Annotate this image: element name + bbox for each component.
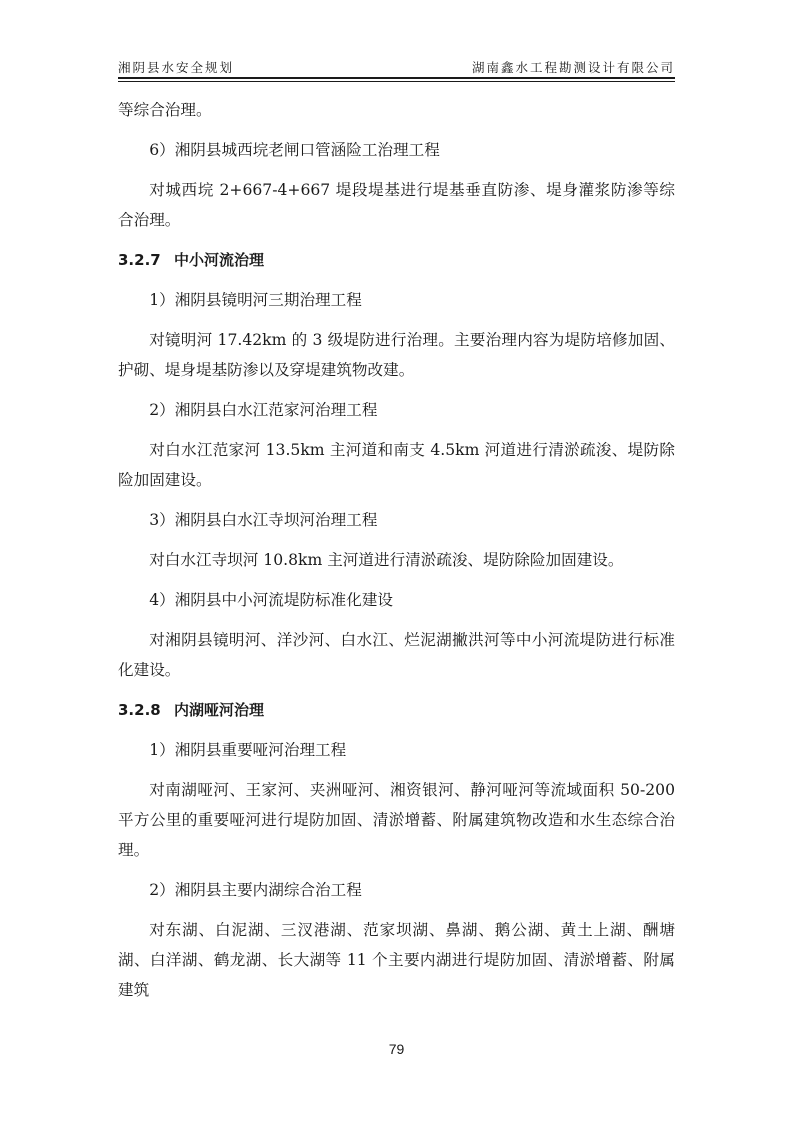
section-heading bbox=[118, 695, 675, 725]
header-rule-thick bbox=[118, 77, 675, 79]
paragraph: 对湘阴县镜明河、洋沙河、白水江、烂泥湖撇洪河等中小河流堤防进行标准化建设。 bbox=[118, 631, 675, 679]
section-number: 3.2.8 bbox=[118, 701, 161, 719]
section-title: 内湖哑河治理 bbox=[174, 701, 265, 719]
paragraph: 1）湘阴县镜明河三期治理工程 bbox=[149, 291, 362, 309]
paragraph: 4）湘阴县中小河流堤防标准化建设 bbox=[149, 591, 394, 609]
page-header bbox=[118, 50, 675, 76]
paragraph: 对东湖、白泥湖、三汊港湖、范家坝湖、鼻湖、鹅公湖、黄土上湖、酬塘湖、白洋湖、鹤龙湖、长大湖等 11 个主要内湖进行堤防加固、清淤增蓄、附属建筑 bbox=[118, 921, 675, 999]
section-number: 3.2.7 bbox=[118, 251, 161, 269]
page-body bbox=[118, 95, 675, 1015]
header-document-title: 湘阴县水安全规划 bbox=[118, 60, 235, 75]
page-number: 79 bbox=[388, 1041, 405, 1057]
section-title: 中小河流治理 bbox=[174, 251, 265, 269]
paragraph: 2）湘阴县主要内湖综合治工程 bbox=[149, 881, 362, 899]
paragraph: 2）湘阴县白水江范家河治理工程 bbox=[149, 401, 378, 419]
paragraph: 对白水江范家河 13.5km 主河道和南支 4.5km 河道进行清淤疏浚、堤防除险加固建设。 bbox=[118, 441, 675, 489]
paragraph: 对白水江寺坝河 10.8km 主河道进行清淤疏浚、堤防除险加固建设。 bbox=[149, 551, 624, 569]
header-company-name: 湖南鑫水工程勘测设计有限公司 bbox=[471, 60, 675, 75]
paragraph: 1）湘阴县重要哑河治理工程 bbox=[149, 741, 347, 759]
section-heading bbox=[118, 245, 675, 275]
paragraph: 对镜明河 17.42km 的 3 级堤防进行治理。主要治理内容为堤防培修加固、护砌、堤身堤基防渗以及穿堤建筑物改建。 bbox=[118, 331, 675, 379]
paragraph: 3）湘阴县白水江寺坝河治理工程 bbox=[149, 511, 378, 529]
paragraph: 对城西垸 2+667-4+667 堤段堤基进行堤基垂直防渗、堤身灌浆防渗等综合治理。 bbox=[118, 181, 675, 229]
header-rule-thin bbox=[118, 81, 675, 82]
paragraph: 等综合治理。 bbox=[118, 101, 212, 119]
paragraph: 对南湖哑河、王家河、夹洲哑河、湘资银河、静河哑河等流域面积 50-200 平方公里的重要哑河进行堤防加固、清淤增蓄、附属建筑物改造和水生态综合治理。 bbox=[118, 781, 675, 859]
paragraph: 6）湘阴县城西垸老闸口管涵险工治理工程 bbox=[149, 141, 440, 159]
